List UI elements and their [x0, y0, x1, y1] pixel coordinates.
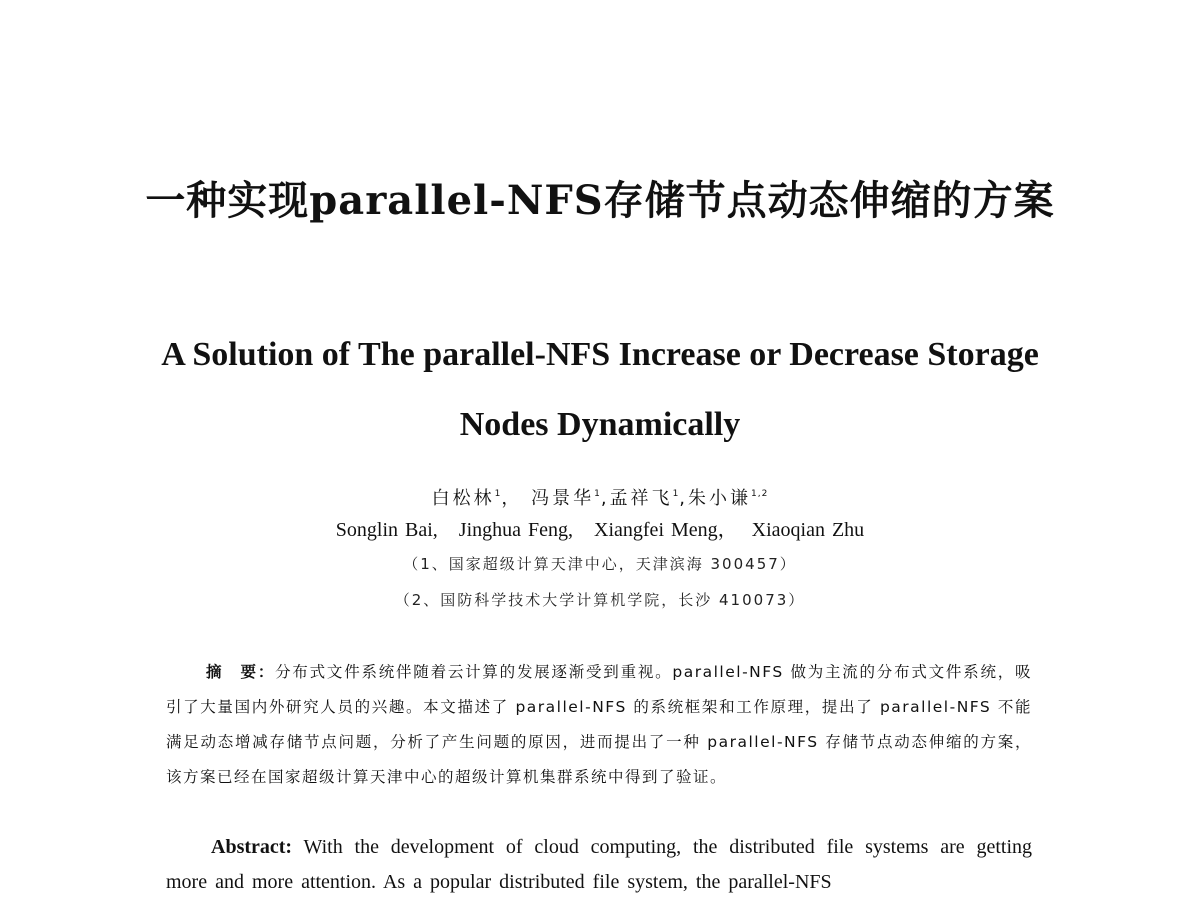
abstract-chinese-text: 分布式文件系统伴随着云计算的发展逐渐受到重视。parallel-NFS 做为主流的分布式文件系统，吸引了大量国内外研究人员的兴趣。本文描述了 parallel-NFS 的系统框架和工作原理，提出了 parallel-NFS 不能满足动态增减存储节点问题，分析了产生问题的原因，进而提出了一种 parallel-NFS 存储节点动态伸缩的方案，该方案已经在国家超级计算天津中心的超级计算机集群系统中得到了验证。 [166, 663, 1032, 786]
paper-title-english: A Solution of The parallel-NFS Increase or Decrease Storage Nodes Dynamically [161, 336, 1039, 443]
paper-title-chinese: 一种实现parallel-NFS存储节点动态伸缩的方案 [145, 177, 1055, 224]
authors-english: Songlin Bai, Jinghua Feng, Xiangfei Meng， Xiaoqian Zhu [335, 519, 865, 541]
author-separator: , [600, 488, 610, 509]
author-affiliation-mark: 1 [494, 489, 502, 499]
authors-chinese [120, 480, 1080, 513]
abstract-english-text: With the development of cloud computing, the distributed file systems are getting more and more attention. As a popular distributed file system, the parallel-NFS [166, 836, 1032, 893]
author-name: 朱小谦 [688, 488, 752, 509]
author-affiliation-mark: 1 [672, 489, 680, 499]
abstract-chinese [166, 654, 1032, 795]
author-name: 冯景华 [531, 488, 595, 509]
author-name: 白松林 [431, 488, 495, 509]
author-separator: , [679, 488, 689, 509]
author-affiliation-mark: 1,2 [751, 489, 769, 499]
affiliation-2: （2、国防科学技术大学计算机学院，长沙 410073） [394, 591, 806, 609]
affiliation-1: （1、国家超级计算天津中心，天津滨海 300457） [403, 555, 797, 573]
abstract-english [166, 830, 1032, 900]
author-separator: ， [501, 488, 523, 509]
author-name: 孟祥飞 [609, 488, 673, 509]
author-affiliation-mark: 1 [594, 489, 601, 499]
abstract-english-label: Abstract: [211, 836, 293, 858]
abstract-chinese-label: 摘 要： [206, 662, 276, 681]
